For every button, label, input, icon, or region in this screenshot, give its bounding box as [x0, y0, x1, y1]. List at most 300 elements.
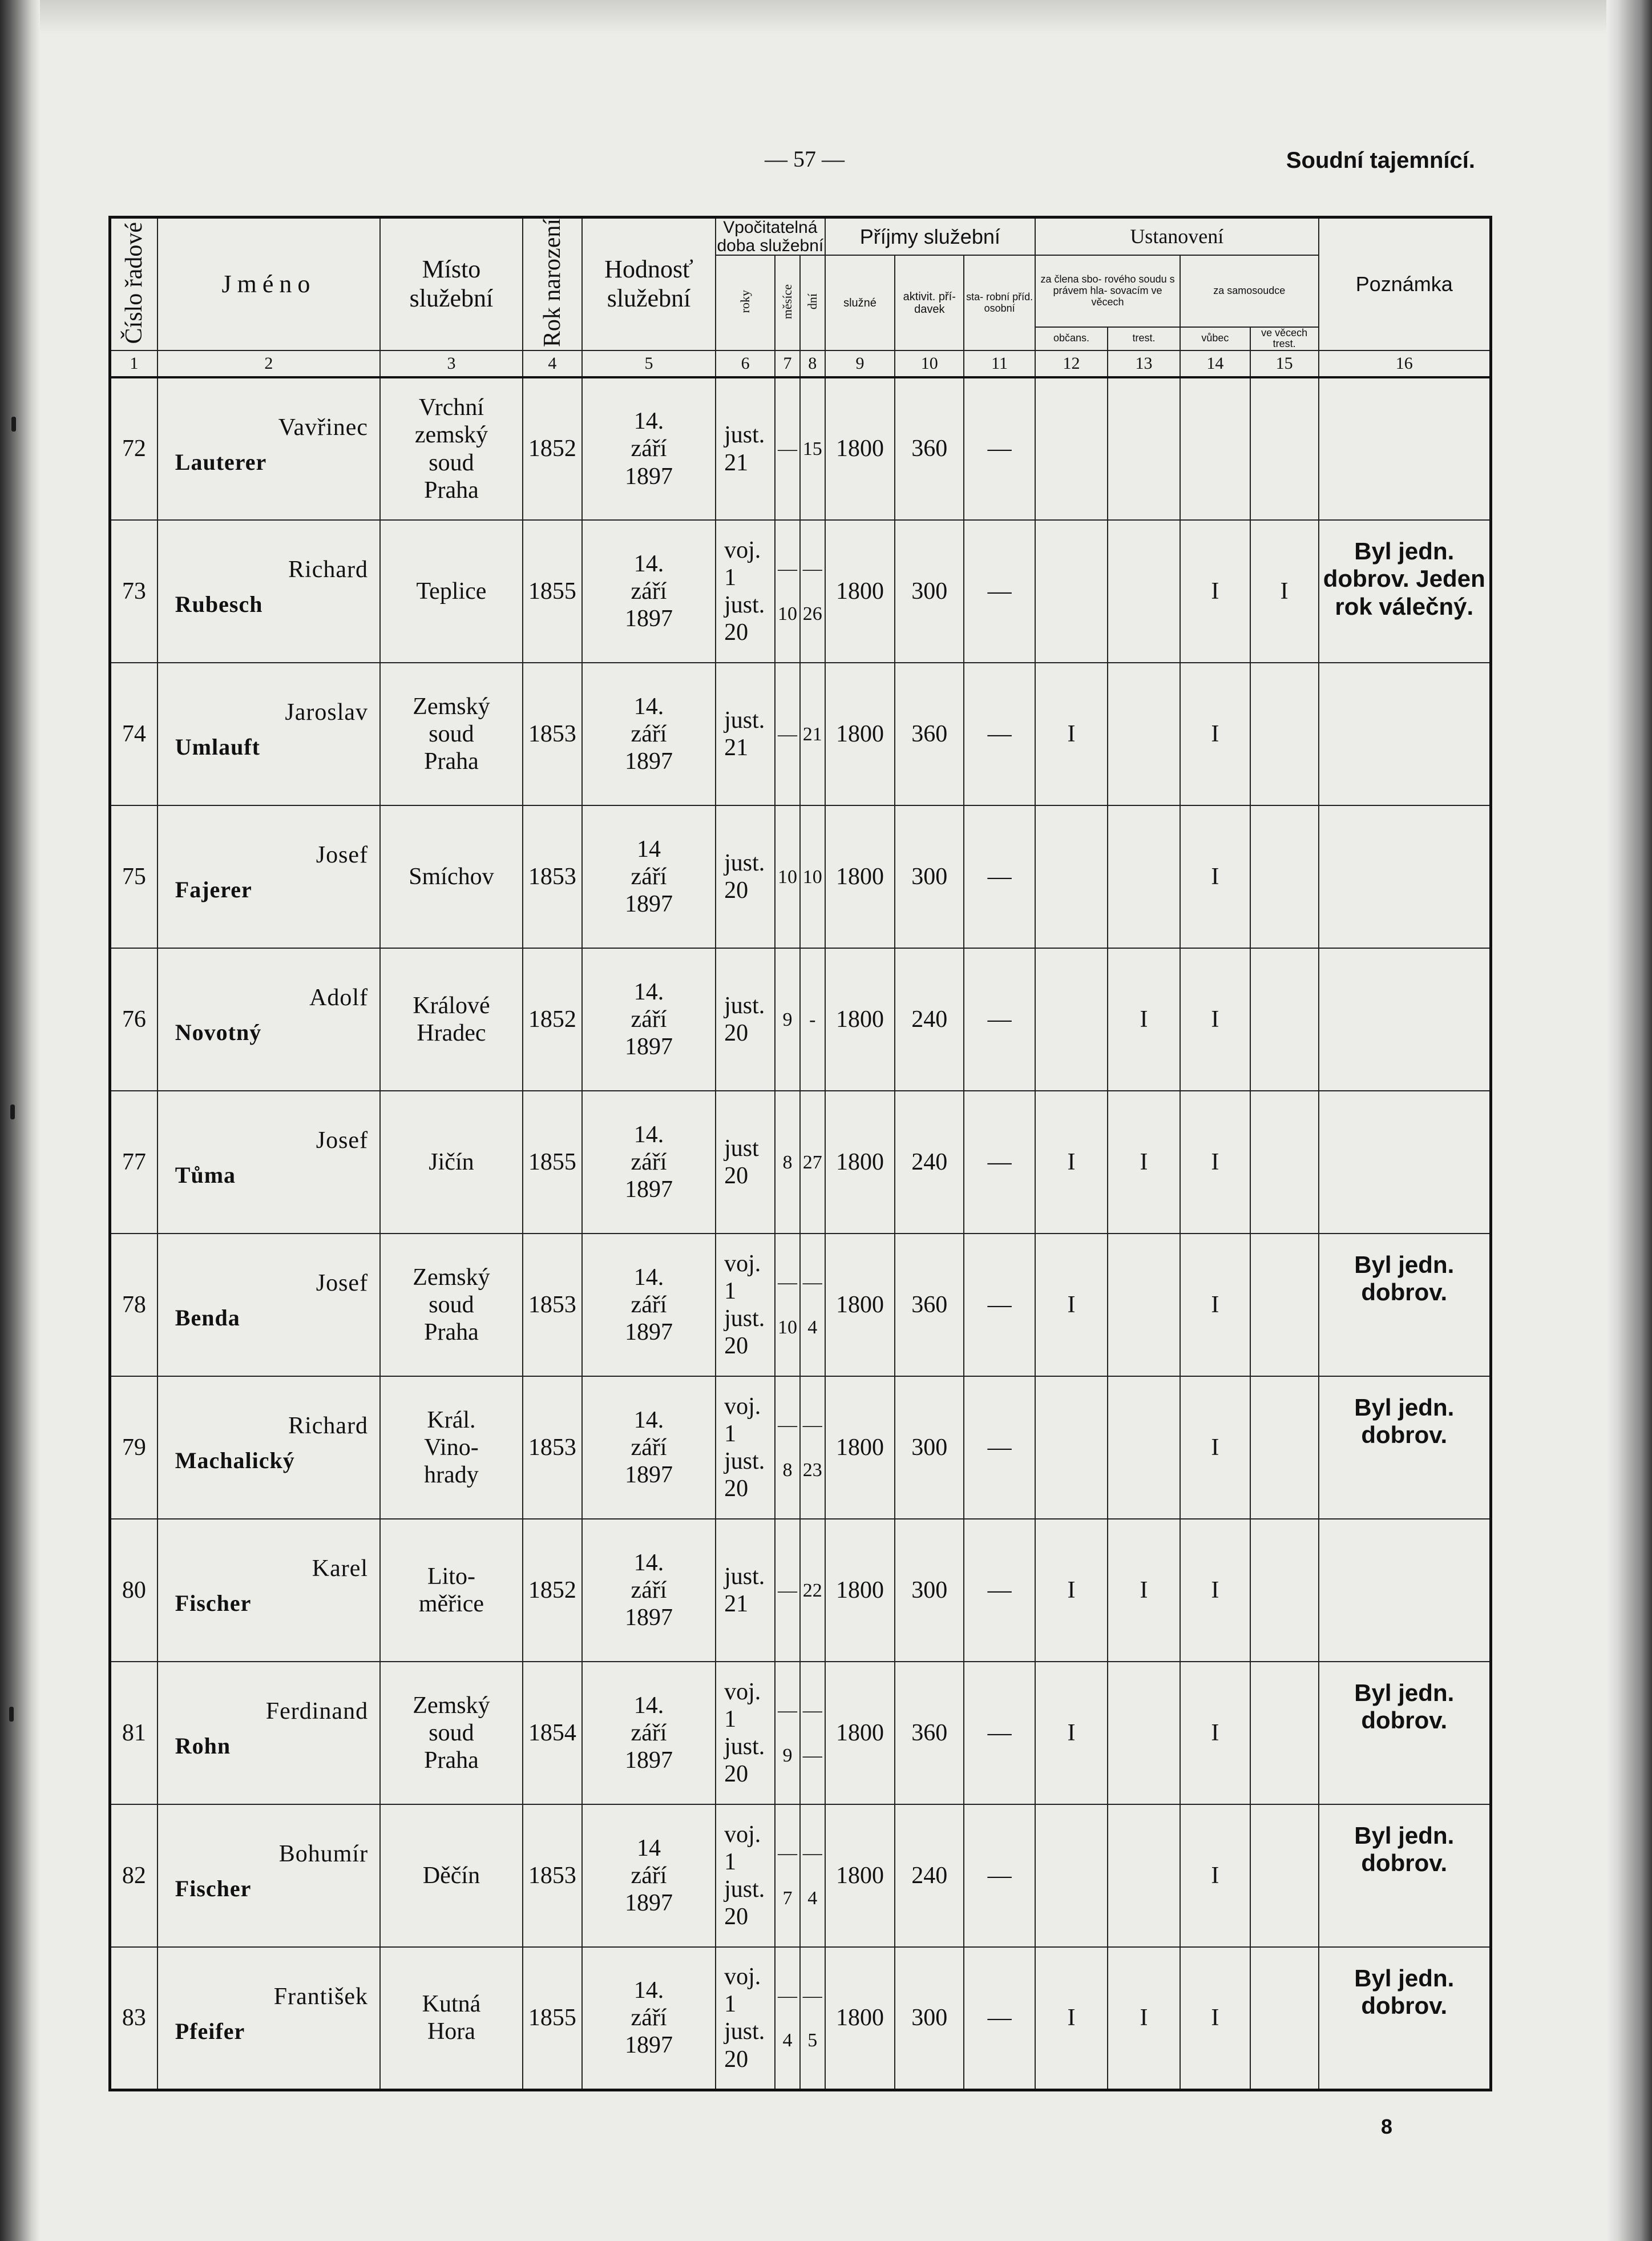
- service-years-line: 1: [724, 1277, 737, 1304]
- column-number: 1: [110, 350, 157, 377]
- appt-single-criminal-mark: [1250, 948, 1319, 1091]
- salary: 1800: [825, 1376, 895, 1519]
- table-row: [110, 1519, 1491, 1662]
- appt-single-criminal-mark: [1250, 805, 1319, 948]
- header-row-no: Číslo řadové: [110, 217, 157, 351]
- rank-date-line: září: [631, 1148, 667, 1175]
- service-years: [716, 1662, 775, 1804]
- table-row: [110, 948, 1491, 1091]
- header-old-age-bonus: sta- robní příd. osobní: [964, 255, 1035, 350]
- header-name: Jméno: [157, 217, 380, 351]
- service-days: — 4: [800, 1804, 825, 1947]
- rank-date-line: září: [631, 436, 667, 462]
- given-name: Josef: [316, 1270, 369, 1297]
- service-days: — 23: [800, 1376, 825, 1519]
- service-years-line: 1: [724, 1706, 737, 1732]
- service-years-line: 1: [724, 564, 737, 591]
- birth-year: 1853: [523, 1804, 582, 1947]
- rank-date-line: 14.: [633, 693, 664, 720]
- service-days: — 26: [800, 520, 825, 663]
- header-civil: občans.: [1035, 327, 1108, 351]
- service-place-line: Jičín: [429, 1148, 474, 1175]
- person-name: [157, 663, 380, 805]
- rank-date-line: 14.: [633, 1977, 664, 2004]
- given-name: Bohumír: [278, 1841, 369, 1868]
- given-name: Jaroslav: [285, 699, 369, 726]
- rank-date: [582, 948, 716, 1091]
- column-number: 6: [716, 350, 775, 377]
- service-place-line: soud: [429, 1719, 474, 1746]
- old-age-bonus: —: [964, 1376, 1035, 1519]
- service-place: [380, 1662, 523, 1804]
- note: [1319, 1091, 1491, 1234]
- surname: Rubesch: [175, 591, 263, 618]
- service-place: [380, 805, 523, 948]
- salary: 1800: [825, 1947, 895, 2090]
- header-senate-member: za člena sbo- rového soudu s právem hla- sovacím ve věcech: [1035, 255, 1180, 327]
- service-place-line: Kutná: [422, 1991, 481, 2018]
- appt-general-mark: I: [1180, 948, 1250, 1091]
- activity-bonus: 240: [895, 1804, 964, 1947]
- old-age-bonus: —: [964, 663, 1035, 805]
- running-header: [0, 146, 1652, 180]
- note: [1319, 1519, 1491, 1662]
- appt-general-mark: I: [1180, 1804, 1250, 1947]
- service-years-line: just.: [724, 849, 765, 876]
- header-appointment: Ustanovení: [1035, 217, 1318, 256]
- appt-criminal-mark: [1108, 663, 1180, 805]
- surname: Fischer: [175, 1590, 252, 1617]
- appt-single-criminal-mark: [1250, 1234, 1319, 1376]
- service-years-line: 20: [724, 1163, 749, 1190]
- row-number: 81: [110, 1662, 157, 1804]
- table-row: [110, 377, 1491, 520]
- activity-bonus: 360: [895, 663, 964, 805]
- appt-civil-mark: I: [1035, 663, 1108, 805]
- salary: 1800: [825, 377, 895, 520]
- rank-date: [582, 1091, 716, 1234]
- note: Byl jedn. dobrov.: [1319, 1234, 1491, 1376]
- appt-civil-mark: I: [1035, 1091, 1108, 1234]
- appt-civil-mark: I: [1035, 1947, 1108, 2090]
- appt-civil-mark: [1035, 520, 1108, 663]
- salary: 1800: [825, 948, 895, 1091]
- person-name: [157, 1662, 380, 1804]
- appt-general-mark: I: [1180, 1091, 1250, 1234]
- row-number: 82: [110, 1804, 157, 1947]
- service-place-line: Praha: [424, 477, 479, 503]
- row-number: 75: [110, 805, 157, 948]
- service-years: [716, 1804, 775, 1947]
- appt-criminal-mark: I: [1108, 1091, 1180, 1234]
- page-edge-right: [1606, 0, 1652, 2241]
- rank-date-line: září: [631, 1434, 667, 1461]
- service-years-line: just: [724, 1135, 759, 1162]
- old-age-bonus: —: [964, 1234, 1035, 1376]
- service-years-line: 1: [724, 1848, 737, 1875]
- old-age-bonus: —: [964, 1804, 1035, 1947]
- appt-general-mark: I: [1180, 1662, 1250, 1804]
- rank-date: [582, 1662, 716, 1804]
- service-years-line: just.: [724, 1734, 765, 1760]
- activity-bonus: 300: [895, 1376, 964, 1519]
- service-years: [716, 1376, 775, 1519]
- service-place-line: zemský: [414, 422, 488, 449]
- rank-date: [582, 805, 716, 948]
- appt-civil-mark: I: [1035, 1234, 1108, 1376]
- service-days: 10: [800, 805, 825, 948]
- appt-civil-mark: [1035, 377, 1108, 520]
- appt-civil-mark: [1035, 1804, 1108, 1947]
- service-place-line: Vino-: [424, 1434, 479, 1461]
- rank-date: [582, 663, 716, 805]
- header-note: Poznámka: [1319, 217, 1491, 351]
- ink-mark: [10, 1105, 15, 1119]
- row-number: 77: [110, 1091, 157, 1234]
- header-criminal: trest.: [1108, 327, 1180, 351]
- service-years-line: 20: [724, 1904, 749, 1930]
- service-place: [380, 520, 523, 663]
- rank-date-line: září: [631, 720, 667, 747]
- service-place-line: Praha: [424, 1747, 479, 1774]
- person-name: [157, 948, 380, 1091]
- service-months: 9: [775, 948, 800, 1091]
- person-name: [157, 1376, 380, 1519]
- header-place: Místo služební: [380, 217, 523, 351]
- appt-criminal-mark: [1108, 1662, 1180, 1804]
- birth-year: 1855: [523, 1091, 582, 1234]
- appt-general-mark: I: [1180, 805, 1250, 948]
- appt-civil-mark: [1035, 1376, 1108, 1519]
- note: [1319, 805, 1491, 948]
- given-name: Karel: [312, 1555, 369, 1582]
- given-name: Richard: [288, 557, 369, 583]
- header-single-judge: za samosoudce: [1180, 255, 1319, 327]
- service-months: —: [775, 663, 800, 805]
- rank-date: [582, 1234, 716, 1376]
- header-activity-bonus: aktivit. pří- davek: [895, 255, 964, 350]
- activity-bonus: 360: [895, 377, 964, 520]
- service-days: 27: [800, 1091, 825, 1234]
- rank-date-line: 1897: [625, 463, 673, 490]
- service-years-line: just.: [724, 707, 765, 733]
- service-years-line: voj.: [724, 1678, 761, 1705]
- service-place-line: Lito-: [427, 1563, 475, 1590]
- appt-criminal-mark: I: [1108, 948, 1180, 1091]
- service-years-line: 20: [724, 1476, 749, 1502]
- appt-criminal-mark: [1108, 377, 1180, 520]
- column-number: 5: [582, 350, 716, 377]
- service-months: — 8: [775, 1376, 800, 1519]
- column-number-row: [110, 350, 1491, 377]
- service-place: [380, 948, 523, 1091]
- rank-date-line: 14.: [633, 978, 664, 1005]
- given-name: Ferdinand: [265, 1698, 369, 1725]
- header-rank: Hodnosť služební: [582, 217, 716, 351]
- rank-date-line: září: [631, 1291, 667, 1318]
- activity-bonus: 240: [895, 948, 964, 1091]
- rank-date-line: září: [631, 863, 667, 890]
- salary: 1800: [825, 1662, 895, 1804]
- salary: 1800: [825, 1519, 895, 1662]
- rank-date-line: 1897: [625, 1890, 673, 1917]
- service-years: [716, 1519, 775, 1662]
- service-place-line: soud: [429, 449, 474, 476]
- header-general: vůbec: [1180, 327, 1250, 351]
- column-number: 12: [1035, 350, 1108, 377]
- old-age-bonus: —: [964, 1519, 1035, 1662]
- service-days: 22: [800, 1519, 825, 1662]
- service-place-line: Praha: [424, 748, 479, 775]
- register-body: [110, 377, 1491, 2090]
- row-number: 76: [110, 948, 157, 1091]
- service-years-line: 20: [724, 1333, 749, 1360]
- service-years-line: just.: [724, 992, 765, 1019]
- table-row: [110, 1376, 1491, 1519]
- service-years-line: just.: [724, 592, 765, 619]
- page-number: — 57 —: [765, 146, 845, 172]
- column-number: 3: [380, 350, 523, 377]
- birth-year: 1853: [523, 805, 582, 948]
- service-years: [716, 805, 775, 948]
- activity-bonus: 300: [895, 1947, 964, 2090]
- appt-single-criminal-mark: [1250, 377, 1319, 520]
- given-name: Vavřinec: [278, 414, 369, 441]
- section-title: Soudní tajemnící.: [1286, 148, 1475, 173]
- service-years-line: voj.: [724, 1250, 761, 1277]
- service-years-line: just.: [724, 1305, 765, 1332]
- row-number: 83: [110, 1947, 157, 2090]
- service-years-line: 20: [724, 619, 749, 646]
- surname: Lauterer: [175, 449, 267, 475]
- service-place-line: Vrchní: [418, 394, 484, 421]
- appt-criminal-mark: [1108, 1376, 1180, 1519]
- rank-date-line: 1897: [625, 606, 673, 632]
- service-months: 8: [775, 1091, 800, 1234]
- note: [1319, 948, 1491, 1091]
- salary: 1800: [825, 520, 895, 663]
- service-years: [716, 663, 775, 805]
- header-birth-year: Rok narození: [523, 217, 582, 351]
- given-name: Richard: [288, 1413, 369, 1440]
- service-years-line: 1: [724, 1991, 737, 2018]
- service-place-line: soud: [429, 1291, 474, 1318]
- service-place-line: soud: [429, 720, 474, 747]
- service-years-line: 21: [724, 735, 749, 761]
- service-place-line: hrady: [424, 1462, 479, 1489]
- row-number: 74: [110, 663, 157, 805]
- given-name: Josef: [316, 1127, 369, 1154]
- service-days: 21: [800, 663, 825, 805]
- note: Byl jedn. dobrov.: [1319, 1376, 1491, 1519]
- note: [1319, 377, 1491, 520]
- service-years-line: voj.: [724, 1963, 761, 1990]
- page-edge-top: [0, 0, 1652, 34]
- appt-single-criminal-mark: [1250, 1376, 1319, 1519]
- service-years-line: voj.: [724, 537, 761, 563]
- service-years-line: just.: [724, 1876, 765, 1903]
- salary: 1800: [825, 805, 895, 948]
- rank-date-line: září: [631, 1006, 667, 1033]
- old-age-bonus: —: [964, 520, 1035, 663]
- surname: Umlauft: [175, 734, 260, 760]
- rank-date: [582, 1804, 716, 1947]
- service-years-line: 20: [724, 1020, 749, 1047]
- rank-date-line: 1897: [625, 1605, 673, 1631]
- rank-date-line: 14.: [633, 550, 664, 577]
- rank-date-line: 1897: [625, 1034, 673, 1061]
- surname: Machalický: [175, 1448, 295, 1474]
- birth-year: 1852: [523, 377, 582, 520]
- row-number: 80: [110, 1519, 157, 1662]
- rank-date-line: 14: [637, 1835, 661, 1861]
- activity-bonus: 360: [895, 1662, 964, 1804]
- rank-date-line: 14.: [633, 1406, 664, 1433]
- rank-date-line: 1897: [625, 1462, 673, 1489]
- service-months: 10: [775, 805, 800, 948]
- given-name: Adolf: [309, 985, 369, 1011]
- service-days: -: [800, 948, 825, 1091]
- surname: Fischer: [175, 1876, 252, 1902]
- salary: 1800: [825, 1091, 895, 1234]
- birth-year: 1853: [523, 663, 582, 805]
- appt-criminal-mark: I: [1108, 1519, 1180, 1662]
- service-place: [380, 1376, 523, 1519]
- service-place: [380, 1519, 523, 1662]
- column-number: 16: [1319, 350, 1491, 377]
- rank-date-line: 14.: [633, 1692, 664, 1719]
- rank-date-line: 14.: [633, 408, 664, 435]
- service-years: [716, 1091, 775, 1234]
- table-row: [110, 520, 1491, 663]
- appt-single-criminal-mark: I: [1250, 520, 1319, 663]
- rank-date-line: září: [631, 1577, 667, 1603]
- header-days: dní: [800, 255, 825, 350]
- column-number: 11: [964, 350, 1035, 377]
- row-number: 72: [110, 377, 157, 520]
- appt-single-criminal-mark: [1250, 1947, 1319, 2090]
- rank-date: [582, 377, 716, 520]
- service-years-line: voj.: [724, 1393, 761, 1420]
- rank-date: [582, 520, 716, 663]
- appt-civil-mark: I: [1035, 1662, 1108, 1804]
- appt-criminal-mark: I: [1108, 1947, 1180, 2090]
- service-months: —: [775, 377, 800, 520]
- note: Byl jedn. dobrov.: [1319, 1662, 1491, 1804]
- appt-civil-mark: [1035, 948, 1108, 1091]
- column-number: 2: [157, 350, 380, 377]
- birth-year: 1855: [523, 1947, 582, 2090]
- table-row: [110, 1662, 1491, 1804]
- person-name: [157, 1804, 380, 1947]
- activity-bonus: 300: [895, 1519, 964, 1662]
- service-place-line: měřice: [418, 1591, 484, 1618]
- birth-year: 1854: [523, 1662, 582, 1804]
- column-number: 14: [1180, 350, 1250, 377]
- birth-year: 1852: [523, 948, 582, 1091]
- appt-general-mark: I: [1180, 1376, 1250, 1519]
- person-name: [157, 1234, 380, 1376]
- row-number: 73: [110, 520, 157, 663]
- appt-civil-mark: [1035, 805, 1108, 948]
- service-place: [380, 1091, 523, 1234]
- service-place-line: Král.: [427, 1406, 476, 1433]
- appt-criminal-mark: [1108, 805, 1180, 948]
- rank-date: [582, 1376, 716, 1519]
- rank-date-line: 14: [637, 836, 661, 862]
- service-years-line: voj.: [724, 1821, 761, 1848]
- service-months: — 4: [775, 1947, 800, 2090]
- rank-date-line: 1897: [625, 1747, 673, 1774]
- surname: Pfeifer: [175, 2018, 245, 2045]
- appt-criminal-mark: [1108, 520, 1180, 663]
- appt-single-criminal-mark: [1250, 1519, 1319, 1662]
- service-years-line: 20: [724, 877, 749, 904]
- service-years: [716, 1947, 775, 2090]
- rank-date-line: 14.: [633, 1264, 664, 1291]
- service-place-line: Zemský: [413, 693, 490, 720]
- appt-general-mark: I: [1180, 1947, 1250, 2090]
- row-number: 78: [110, 1234, 157, 1376]
- person-name: [157, 1519, 380, 1662]
- appt-criminal-mark: [1108, 1804, 1180, 1947]
- rank-date-line: 1897: [625, 891, 673, 918]
- person-name: [157, 805, 380, 948]
- given-name: Josef: [316, 842, 369, 869]
- activity-bonus: 240: [895, 1091, 964, 1234]
- service-years-line: just.: [724, 1448, 765, 1475]
- salary: 1800: [825, 663, 895, 805]
- ink-mark: [11, 417, 16, 432]
- service-years-line: 20: [724, 2046, 749, 2073]
- appt-general-mark: I: [1180, 1519, 1250, 1662]
- service-months: — 10: [775, 520, 800, 663]
- header-months: měsíce: [775, 255, 800, 350]
- rank-date-line: září: [631, 1862, 667, 1889]
- appt-general-mark: I: [1180, 663, 1250, 805]
- service-months: — 10: [775, 1234, 800, 1376]
- table-row: [110, 1947, 1491, 2090]
- service-place-line: Králové: [413, 992, 490, 1019]
- header-single-criminal: ve věcech trest.: [1250, 327, 1319, 351]
- rank-date-line: 1897: [625, 2032, 673, 2059]
- table-row: [110, 663, 1491, 805]
- table-row: [110, 1091, 1491, 1234]
- service-place-line: Praha: [424, 1319, 479, 1346]
- service-place-line: Hradec: [417, 1020, 486, 1047]
- appt-general-mark: I: [1180, 520, 1250, 663]
- note: Byl jedn. dobrov. Jeden rok válečný.: [1319, 520, 1491, 663]
- table-row: [110, 805, 1491, 948]
- old-age-bonus: —: [964, 377, 1035, 520]
- rank-date-line: září: [631, 2005, 667, 2032]
- service-place: [380, 1804, 523, 1947]
- header-years: roky: [716, 255, 775, 350]
- rank-date-line: 14.: [633, 1549, 664, 1576]
- service-days: — —: [800, 1662, 825, 1804]
- ink-mark: [9, 1707, 14, 1722]
- appt-single-criminal-mark: [1250, 1804, 1319, 1947]
- surname: Benda: [175, 1305, 240, 1331]
- rank-date: [582, 1519, 716, 1662]
- appt-general-mark: I: [1180, 1234, 1250, 1376]
- table-row: [110, 1804, 1491, 1947]
- service-years-line: 21: [724, 449, 749, 476]
- header-income: Příjmy služební: [825, 217, 1035, 256]
- service-years-line: just.: [724, 1563, 765, 1590]
- surname: Tůma: [175, 1162, 236, 1188]
- service-days: 15: [800, 377, 825, 520]
